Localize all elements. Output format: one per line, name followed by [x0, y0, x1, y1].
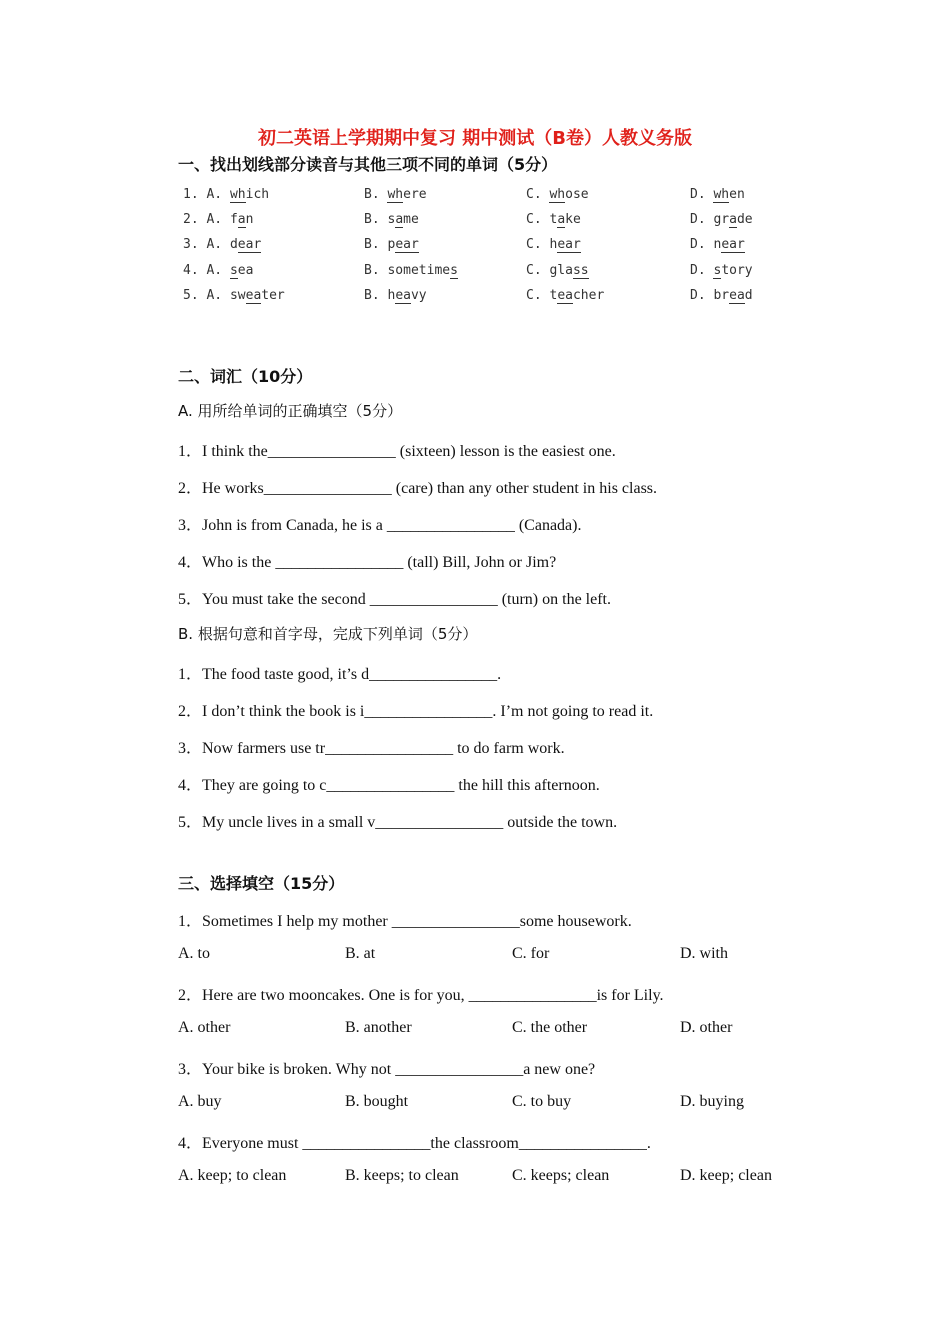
word-part: D.: [690, 187, 714, 202]
word-part: cher: [572, 287, 605, 303]
vocab-a-item-5: 5．You must take the second ________________ (turn) on the left.: [178, 591, 611, 608]
phonetic-option-4-a: [183, 263, 253, 278]
phonetic-option-3-c: [526, 237, 581, 252]
word-part: B.: [364, 237, 388, 253]
phonetic-option-2-d: [690, 212, 753, 227]
phonetic-option-1-d: [690, 187, 745, 202]
phonetic-option-3-d: [690, 237, 745, 252]
word-part: 3. A.: [183, 237, 230, 253]
choice-q4-option-c: C. keeps; clean: [512, 1167, 610, 1184]
underlined-letters: ear: [395, 237, 419, 253]
word-part: C.: [526, 287, 550, 303]
phonetic-option-5-c: [526, 288, 604, 303]
vocab-a-item-3: 3．John is from Canada, he is a ________________ (Canada).: [178, 517, 582, 534]
choice-q2-option-d: D. other: [680, 1019, 733, 1036]
word-part: ea: [237, 262, 254, 278]
word-part: gla: [549, 262, 573, 278]
word-part: t: [549, 212, 558, 228]
vocab-b-item-1: 1．The food taste good, it’s d________________.: [178, 666, 502, 683]
phonetic-option-3-b: [364, 237, 419, 252]
word-part: D.: [690, 262, 714, 278]
word-part: B.: [364, 287, 388, 303]
word-part: p: [387, 237, 396, 253]
word-part: 2. A.: [183, 212, 230, 228]
underlined-letters: a: [237, 212, 246, 228]
section1-heading: 一、找出划线部分读音与其他三项不同的单词（5分）: [178, 155, 558, 174]
word-part: n: [713, 237, 722, 253]
word-part: D.: [690, 287, 714, 303]
choice-question-4: 4．Everyone must ________________the classroom________________.: [178, 1135, 651, 1152]
word-part: C.: [526, 262, 550, 278]
underlined-letters: a: [557, 212, 566, 228]
choice-q1-option-a: A. to: [178, 945, 210, 962]
word-part: br: [713, 287, 730, 303]
choice-q2-option-b: B. another: [345, 1019, 412, 1036]
word-part: 1. A.: [183, 187, 230, 202]
underlined-letters: wh: [229, 187, 246, 202]
word-part: sw: [229, 287, 246, 303]
word-part: tory: [721, 262, 753, 278]
phonetic-option-5-a: [183, 288, 285, 303]
underlined-letters: ea: [557, 287, 573, 303]
choice-q3-option-a: A. buy: [178, 1093, 222, 1110]
underlined-letters: ea: [729, 287, 745, 303]
word-part: d: [744, 287, 753, 303]
vocab-a-item-1: 1．I think the________________ (sixteen) lesson is the easiest one.: [178, 443, 616, 460]
choice-q4-option-d: D. keep; clean: [680, 1167, 772, 1184]
word-part: ich: [245, 187, 270, 202]
phonetic-option-2-a: [183, 212, 253, 227]
word-part: s: [387, 212, 396, 228]
underlined-letters: s: [229, 262, 238, 278]
underlined-letters: s: [713, 262, 722, 278]
word-part: en: [729, 187, 745, 202]
choice-q1-option-b: B. at: [345, 945, 376, 962]
phonetic-option-1-c: [526, 187, 589, 202]
vocab-b-item-4: 4．They are going to c________________ the hill this afternoon.: [178, 777, 600, 794]
section2-part-a-instruction: A. 用所给单词的正确填空（5分）: [178, 402, 403, 420]
phonetic-option-4-d: [690, 263, 753, 278]
underlined-letters: wh: [713, 187, 730, 202]
choice-q4-option-b: B. keeps; to clean: [345, 1167, 459, 1184]
word-part: D.: [690, 237, 714, 253]
phonetic-option-2-b: [364, 212, 419, 227]
choice-q3-option-d: D. buying: [680, 1093, 744, 1110]
word-part: sometime: [387, 262, 451, 278]
phonetic-option-1-a: [183, 187, 269, 202]
choice-q3-option-b: B. bought: [345, 1093, 409, 1110]
word-part: ere: [403, 187, 427, 202]
word-part: de: [736, 212, 753, 228]
word-part: vy: [410, 287, 427, 303]
underlined-letters: wh: [549, 187, 566, 202]
word-part: h: [549, 237, 558, 253]
choice-question-3: 3．Your bike is broken. Why not ________________a new one?: [178, 1061, 596, 1078]
word-part: C.: [526, 187, 550, 202]
choice-q4-option-a: A. keep; to clean: [178, 1167, 287, 1184]
word-part: ke: [565, 212, 581, 228]
vocab-b-item-5: 5．My uncle lives in a small v________________ outside the town.: [178, 814, 618, 831]
choice-q1-option-d: D. with: [680, 945, 728, 962]
choice-q2-option-a: A. other: [178, 1019, 231, 1036]
underlined-letters: ear: [557, 237, 581, 253]
phonetic-option-2-c: [526, 212, 581, 227]
word-part: h: [387, 287, 396, 303]
vocab-b-item-2: 2．I don’t think the book is i________________. I’m not going to read it.: [178, 703, 654, 720]
word-part: f: [229, 212, 238, 228]
word-part: n: [245, 212, 254, 228]
word-part: C.: [526, 212, 550, 228]
word-part: B.: [364, 187, 388, 202]
word-part: ter: [261, 287, 285, 303]
underlined-letters: ea: [395, 287, 411, 303]
choice-question-2: 2．Here are two mooncakes. One is for you, ________________is for Lily.: [178, 987, 664, 1004]
section3-heading: 三、选择填空（15分）: [178, 874, 345, 893]
word-part: gr: [713, 212, 730, 228]
phonetic-option-5-b: [364, 288, 427, 303]
word-part: 5. A.: [183, 287, 230, 303]
phonetic-option-3-a: [183, 237, 261, 252]
underlined-letters: wh: [387, 187, 404, 202]
vocab-b-item-3: 3．Now farmers use tr________________ to do farm work.: [178, 740, 565, 757]
word-part: D.: [690, 212, 714, 228]
vocab-a-item-4: 4．Who is the ________________ (tall) Bill, John or Jim?: [178, 554, 557, 571]
choice-q2-option-c: C. the other: [512, 1019, 588, 1036]
underlined-letters: ear: [721, 237, 745, 253]
underlined-letters: a: [729, 212, 737, 228]
phonetic-option-4-c: [526, 263, 589, 278]
phonetic-option-5-d: [690, 288, 753, 303]
underlined-letters: ear: [237, 237, 262, 253]
underlined-letters: ss: [572, 262, 589, 278]
underlined-letters: ea: [245, 287, 262, 303]
word-part: me: [403, 212, 419, 228]
underlined-letters: a: [395, 212, 404, 228]
choice-q3-option-c: C. to buy: [512, 1093, 572, 1110]
word-part: 4. A.: [183, 262, 230, 278]
word-part: d: [229, 237, 238, 253]
section2-heading: 二、词汇（10分）: [178, 367, 313, 386]
vocab-a-item-2: 2．He works________________ (care) than any other student in his class.: [178, 480, 658, 497]
document-title: 初二英语上学期期中复习 期中测试（B卷）人教义务版: [258, 128, 692, 149]
choice-question-1: 1．Sometimes I help my mother ________________some housework.: [178, 913, 632, 930]
word-part: t: [549, 287, 558, 303]
choice-q1-option-c: C. for: [512, 945, 550, 962]
underlined-letters: s: [450, 262, 458, 278]
word-part: C.: [526, 237, 550, 253]
word-part: ose: [565, 187, 589, 202]
phonetic-option-4-b: [364, 263, 458, 278]
word-part: B.: [364, 262, 388, 278]
word-part: B.: [364, 212, 388, 228]
section2-part-b-instruction: B. 根据句意和首字母，完成下列单词（5分）: [178, 625, 478, 643]
phonetic-option-1-b: [364, 187, 427, 202]
